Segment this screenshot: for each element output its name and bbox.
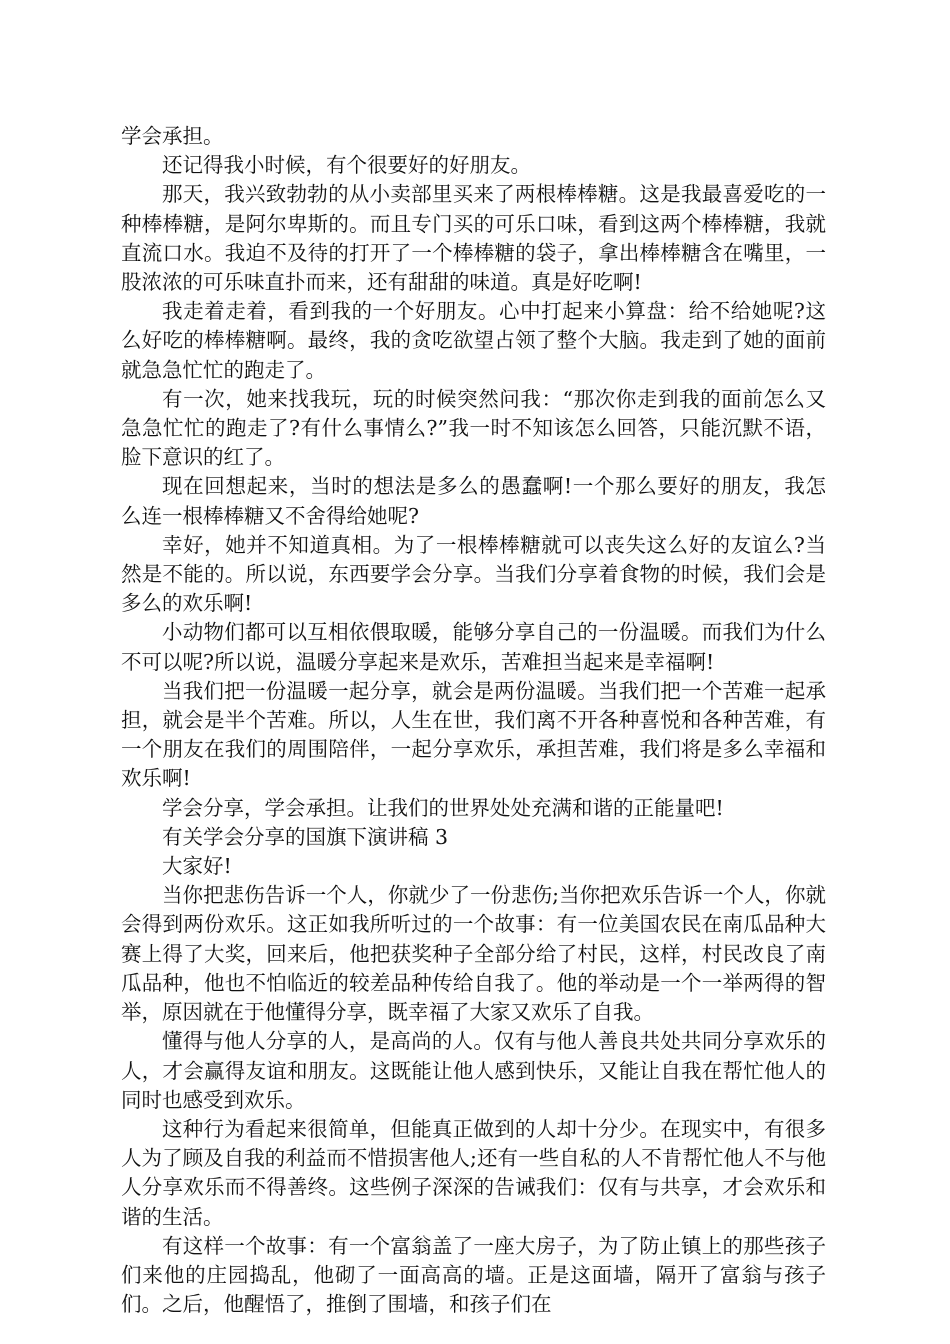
section-title: 有关学会分享的国旗下演讲稿 3 (162, 824, 449, 849)
paragraph: 小动物们都可以互相依偎取暖，能够分享自己的一份温暖。而我们为什么不可以呢?所以说，温暖分享起来是欢乐，苦难担当起来是幸福啊! (121, 620, 826, 674)
paragraph: 有这样一个故事：有一个富翁盖了一座大房子，为了防止镇上的那些孩子们来他的庄园捣乱，他砌了一面高高的墙。正是这面墙，隔开了富翁与孩子们。之后，他醒悟了，推倒了围墙，和孩子们在 (121, 1233, 826, 1317)
paragraph: 懂得与他人分享的人，是高尚的人。仅有与他人善良共处共同分享欢乐的人，才会赢得友谊和朋友。这既能让他人感到快乐，又能让自我在帮忙他人的同时也感受到欢乐。 (121, 1029, 826, 1112)
paragraph: 幸好，她并不知道真相。为了一根棒棒糖就可以丧失这么好的友谊么?当然是不能的。所以说，东西要学会分享。当我们分享着食物的时候，我们会是多么的欢乐啊! (121, 532, 826, 616)
paragraph: 还记得我小时候，有个很要好的好朋友。 (162, 153, 531, 178)
paragraph-continuation: 学会承担。 (121, 124, 224, 148)
paragraph: 当我们把一份温暖一起分享，就会是两份温暖。当我们把一个苦难一起承担，就会是半个苦难。所以，人生在世，我们离不开各种喜悦和各种苦难，有一个朋友在我们的周围陪伴，一起分享欢乐，承担苦难，我们将是多么幸福和欢乐啊! (121, 678, 826, 791)
paragraph: 有一次，她来找我玩，玩的时候突然问我：“那次你走到我的面前怎么又急急忙忙的跑走了?有什么事情么?”我一时不知该怎么回答，只能沉默不语，脸下意识的红了。 (121, 386, 826, 470)
paragraph: 学会分享，学会承担。让我们的世界处处充满和谐的正能量吧! (162, 795, 724, 820)
paragraph: 那天，我兴致勃勃的从小卖部里买来了两根棒棒糖。这是我最喜爱吃的一种棒棒糖，是阿尔卑斯的。而且专门买的可乐口味，看到这两个棒棒糖，我就直流口水。我迫不及待的打开了一个棒棒糖的袋子，拿出棒棒糖含在嘴里，一股浓浓的可乐味直扑而来，还有甜甜的味道。真是好吃啊! (121, 182, 826, 295)
paragraph: 现在回想起来，当时的想法是多么的愚蠢啊!一个那么要好的朋友，我怎么连一根棒棒糖又不舍得给她呢? (121, 474, 826, 528)
document-body (121, 122, 826, 1319)
paragraph: 这种行为看起来很简单，但能真正做到的人却十分少。在现实中，有很多人为了顾及自我的利益而不惜损害他人;还有一些自私的人不肯帮忙他人不与他人分享欢乐而不得善终。这些例子深深的告诫我们：仅有与共享，才会欢乐和谐的生活。 (121, 1116, 826, 1229)
paragraph: 当你把悲伤告诉一个人，你就少了一份悲伤;当你把欢乐告诉一个人，你就会得到两份欢乐。这正如我所听过的一个故事：有一位美国农民在南瓜品种大赛上得了大奖，回来后，他把获奖种子全部分给了村民，这样，村民改良了南瓜品种，他也不怕临近的较差品种传给自我了。他的举动是一个一举两得的智举，原因就在于他懂得分享，既幸福了大家又欢乐了自我。 (121, 883, 826, 1025)
paragraph: 我走着走着，看到我的一个好朋友。心中打起来小算盘：给不给她呢?这么好吃的棒棒糖啊。最终，我的贪吃欲望占领了整个大脑。我走到了她的面前就急急忙忙的跑走了。 (121, 299, 826, 382)
greeting: 大家好! (162, 854, 232, 879)
